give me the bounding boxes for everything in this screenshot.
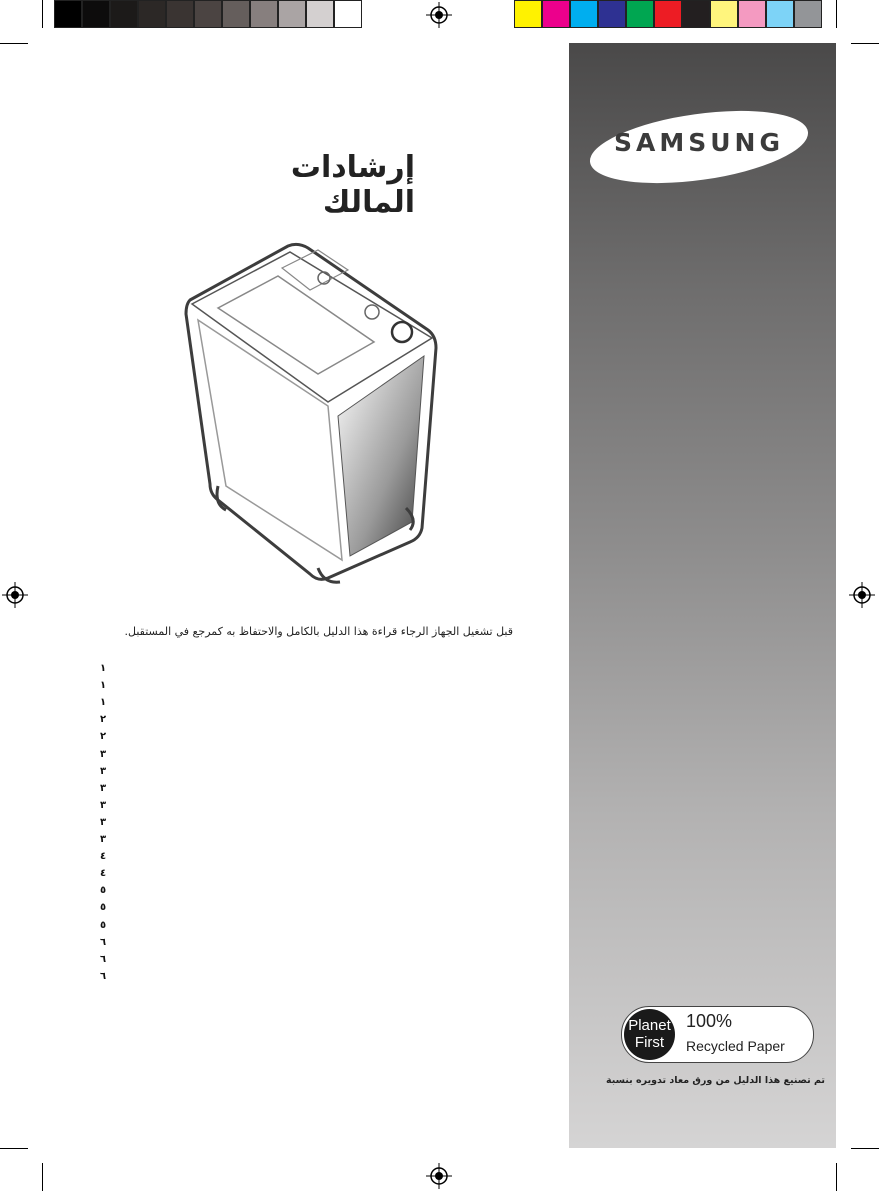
grayscale-swatch <box>278 0 306 28</box>
toc-page-number: ١ <box>99 663 107 674</box>
toc-page-number: ٦ <box>99 936 107 948</box>
crop-mark <box>836 1163 837 1191</box>
color-swatch <box>542 0 570 28</box>
instruction-text: قبل تشغيل الجهاز الرجاء قراءة هذا الدليل بالكامل والاحتفاظ به كمرجع في المستقبل. <box>124 625 513 638</box>
logo-text: SAMSUNG <box>614 128 784 157</box>
planet-first-line2: First <box>634 1034 665 1051</box>
color-swatch <box>570 0 598 28</box>
toc-page-number: ٢ <box>99 731 107 743</box>
crop-mark <box>42 1163 43 1191</box>
color-swatch <box>682 0 710 28</box>
crop-mark <box>836 0 837 28</box>
color-swatch <box>514 0 542 28</box>
grayscale-swatch <box>250 0 278 28</box>
twin-tub-washer-illustration <box>178 238 448 588</box>
registration-mark-icon <box>426 2 452 28</box>
toc-page-number: ٥ <box>99 902 107 914</box>
registration-mark-icon <box>426 1163 452 1189</box>
toc-page-number: ٢ <box>99 714 107 726</box>
grayscale-swatch <box>222 0 250 28</box>
grayscale-swatch <box>334 0 362 28</box>
toc-page-number: ٣ <box>99 748 107 760</box>
planet-first-logo <box>624 1009 675 1060</box>
grayscale-swatch <box>54 0 82 28</box>
crop-mark <box>851 1148 879 1149</box>
toc-page-number: ٦ <box>99 953 107 965</box>
crop-mark <box>42 0 43 28</box>
recycled-percent: 100% <box>686 1011 733 1031</box>
grayscale-swatch <box>194 0 222 28</box>
toc-page-number: ١ <box>99 697 107 709</box>
toc-page-number: ٣ <box>99 799 107 811</box>
grayscale-swatch <box>110 0 138 28</box>
toc-page-number: ٤ <box>99 851 107 863</box>
toc-page-number: ٤ <box>99 868 107 880</box>
color-swatch <box>794 0 822 28</box>
brand-side-panel <box>569 43 836 1148</box>
planet-first-line1: Planet <box>628 1017 671 1034</box>
recycled-paper-label: Recycled Paper <box>686 1038 785 1054</box>
crop-mark <box>0 1148 28 1149</box>
toc-page-number: ٣ <box>99 782 107 794</box>
color-swatch <box>766 0 794 28</box>
grayscale-swatch <box>306 0 334 28</box>
grayscale-swatch <box>138 0 166 28</box>
toc-page-number: ٦ <box>99 970 107 982</box>
registration-mark-icon <box>849 582 875 608</box>
recycle-note: تم تصنيع هذا الدليل من ورق معاد تدويره بنسبة <box>606 1075 825 1086</box>
toc-page-number: ٣ <box>99 816 107 828</box>
registration-mark-icon <box>2 582 28 608</box>
color-swatch <box>738 0 766 28</box>
grayscale-swatch <box>82 0 110 28</box>
crop-mark <box>851 43 879 44</box>
grayscale-swatch <box>166 0 194 28</box>
toc-page-number: ٣ <box>99 834 107 845</box>
toc-page-number: ١ <box>99 680 107 692</box>
color-swatch <box>710 0 738 28</box>
toc-page-number: ٥ <box>99 885 107 897</box>
page-title: إرشادات المالك <box>290 150 415 220</box>
recycled-paper-badge <box>621 1006 814 1063</box>
crop-mark <box>0 43 28 44</box>
color-swatch <box>598 0 626 28</box>
toc-page-number: ٥ <box>99 919 107 931</box>
color-swatch <box>654 0 682 28</box>
color-swatch <box>626 0 654 28</box>
toc-page-number: ٣ <box>99 765 107 777</box>
